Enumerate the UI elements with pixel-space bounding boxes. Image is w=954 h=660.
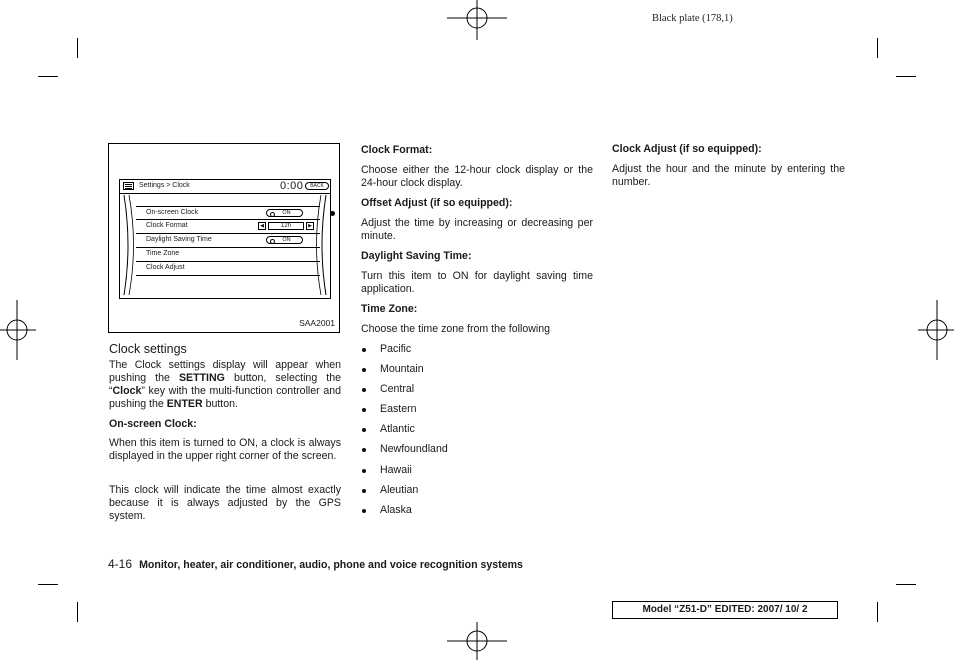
registration-mark-top bbox=[447, 0, 507, 40]
list-item: Central bbox=[361, 383, 593, 403]
clock-format-text: Choose either the 12-hour clock display or the 24-hour clock display. bbox=[361, 164, 593, 189]
toggle-indicator bbox=[266, 236, 303, 244]
clock-format-heading: Clock Format: bbox=[361, 144, 433, 156]
registration-mark-left bbox=[0, 300, 36, 360]
intro-paragraph bbox=[109, 359, 341, 411]
format-value: 12h bbox=[268, 222, 304, 230]
figure-code: SAA2001 bbox=[299, 318, 335, 328]
row-label: Daylight Saving Time bbox=[146, 236, 212, 243]
clock-adjust-heading: Clock Adjust (if so equipped): bbox=[612, 143, 762, 155]
time-zone-list bbox=[361, 343, 593, 524]
settings-row-clock-adjust bbox=[136, 262, 320, 276]
crop-mark bbox=[77, 602, 78, 622]
settings-row-daylight-saving bbox=[136, 234, 320, 248]
toggle-value: ON bbox=[282, 237, 291, 243]
registration-mark-right bbox=[918, 300, 954, 360]
cursor-dot-icon bbox=[330, 211, 335, 216]
settings-row-time-zone bbox=[136, 248, 320, 262]
time-zone-heading: Time Zone: bbox=[361, 303, 418, 315]
settings-row-onscreen-clock bbox=[136, 206, 320, 220]
clock-settings-figure bbox=[108, 143, 340, 333]
intro-text: The Clock settings display will appear when pushing the bbox=[109, 359, 341, 384]
toggle-value: ON bbox=[282, 210, 291, 216]
crop-mark bbox=[38, 76, 58, 77]
offset-adjust-text: Adjust the time by increasing or decreasing per minute. bbox=[361, 217, 593, 242]
page-footer bbox=[108, 557, 523, 571]
clock-key-name: Clock bbox=[112, 385, 142, 397]
page-number: 4-16 bbox=[108, 557, 133, 571]
section-title: Clock settings bbox=[109, 342, 187, 356]
daylight-saving-text: Turn this item to ON for daylight saving time application. bbox=[361, 270, 593, 295]
row-label: Clock Adjust bbox=[146, 264, 185, 271]
toggle-indicator bbox=[266, 209, 303, 217]
enter-button-name: ENTER bbox=[166, 398, 203, 410]
onscreen-clock-text: When this item is turned to ON, a clock is always displayed in the upper right corner of the screen. bbox=[109, 437, 341, 462]
menu-icon bbox=[123, 182, 134, 190]
intro-text: button, selecting the “ bbox=[109, 372, 342, 397]
row-label: On-screen Clock bbox=[146, 209, 199, 216]
list-item: Hawaii bbox=[361, 464, 593, 484]
settings-list bbox=[136, 206, 320, 276]
screen-header bbox=[120, 180, 330, 194]
settings-row-clock-format bbox=[136, 220, 320, 234]
onscreen-clock-heading: On-screen Clock: bbox=[109, 418, 197, 430]
list-item: Alaska bbox=[361, 504, 593, 524]
time-zone-text: Choose the time zone from the following bbox=[361, 323, 551, 335]
list-item: Aleutian bbox=[361, 484, 593, 504]
list-item: Atlantic bbox=[361, 423, 593, 443]
crop-mark bbox=[38, 584, 58, 585]
row-label: Clock Format bbox=[146, 222, 188, 229]
back-button: BACK bbox=[305, 182, 329, 190]
left-arrow-icon: ◀ bbox=[258, 222, 266, 230]
setting-button-name: SETTING bbox=[178, 372, 225, 384]
clock-adjust-text: Adjust the hour and the minute by entering the number. bbox=[612, 163, 845, 188]
registration-mark-bottom bbox=[447, 622, 507, 660]
crop-mark bbox=[896, 584, 916, 585]
plate-label: Black plate (178,1) bbox=[652, 13, 733, 24]
crop-mark bbox=[877, 38, 878, 58]
offset-adjust-heading: Offset Adjust (if so equipped): bbox=[361, 197, 513, 209]
crop-mark bbox=[896, 76, 916, 77]
crop-mark bbox=[877, 602, 878, 622]
daylight-saving-heading: Daylight Saving Time: bbox=[361, 250, 472, 262]
intro-text: ” key with the multi-function controller and pushing the bbox=[109, 385, 341, 410]
gps-text: This clock will indicate the time almost exactly because it is always adjusted by the GPS system. bbox=[109, 484, 341, 522]
model-edited-box: Model “Z51-D” EDITED: 2007/ 10/ 2 bbox=[612, 601, 838, 619]
list-item: Newfoundland bbox=[361, 443, 593, 463]
row-label: Time Zone bbox=[146, 250, 180, 257]
right-arrow-icon: ▶ bbox=[306, 222, 314, 230]
clock-readout: 0:00 bbox=[280, 180, 304, 192]
breadcrumb: Settings > Clock bbox=[139, 182, 190, 189]
screen-display bbox=[119, 179, 331, 299]
intro-text: button. bbox=[202, 398, 238, 410]
crop-mark bbox=[77, 38, 78, 58]
footer-title: Monitor, heater, air conditioner, audio, phone and voice recognition systems bbox=[139, 559, 523, 571]
list-item: Pacific bbox=[361, 343, 593, 363]
list-item: Mountain bbox=[361, 363, 593, 383]
list-item: Eastern bbox=[361, 403, 593, 423]
